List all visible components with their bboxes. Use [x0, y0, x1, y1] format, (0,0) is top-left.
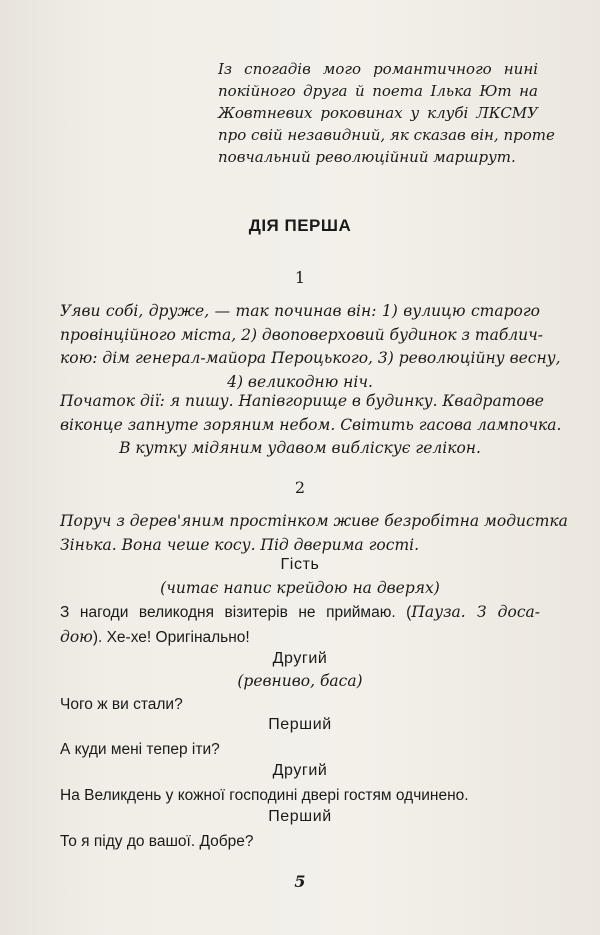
- speech-second: Чого ж ви стали?: [60, 696, 183, 713]
- speech-first: А куди мені тепер іти?: [60, 741, 220, 758]
- speaker-second: Другий: [272, 762, 328, 779]
- scene1-paragraph-2: [60, 390, 562, 461]
- prose-line: кою: дім генерал-майора Пероцького, 3) революційну весну,: [60, 349, 561, 367]
- prose-line: 4) великодню ніч.: [227, 372, 373, 391]
- epigraph-line: Із спогадів мого романтичного нині: [218, 60, 538, 78]
- speech-direction: Пауза. З доса-: [411, 603, 540, 621]
- prose-line: віконце запнуте зоряним небом. Світить гасова лампочка.: [60, 415, 562, 434]
- act-title: ДІЯ ПЕРША: [248, 216, 352, 235]
- speech-line: [60, 625, 540, 650]
- stage-direction: (читає напис крейдою на дверях): [160, 579, 440, 597]
- speech-text: ). Хе-хе! Оригінально!: [92, 629, 250, 646]
- scene-number-2: 2: [294, 478, 306, 497]
- scene-number-1: 1: [294, 268, 306, 287]
- page-number: 5: [294, 872, 306, 891]
- scene2-paragraph: [60, 510, 568, 557]
- epigraph-line: покійного друга й поета Ілька Ют на: [218, 82, 538, 100]
- speech-guest: [60, 600, 540, 650]
- speech-first: То я піду до вашої. Добре?: [60, 833, 254, 850]
- speech-second: На Великдень у кожної господині двері гостям одчинено.: [60, 787, 469, 804]
- epigraph-line: повчальний революційний маршрут.: [218, 148, 516, 166]
- speech-text: З нагоди великодня візитерів не приймаю. (: [60, 604, 412, 621]
- prose-line: Уяви собі, друже, — так починав він: 1) вулицю старого: [60, 302, 540, 320]
- prose-line: В кутку мідяним удавом вибліскує гелікон.: [119, 439, 481, 457]
- epigraph: [218, 58, 555, 168]
- speech-direction: дою: [60, 628, 93, 646]
- speech-line: [60, 600, 540, 625]
- speaker-first: Перший: [268, 808, 332, 825]
- scene1-paragraph-1: [60, 300, 561, 394]
- prose-line: Зінька. Вона чеше косу. Під дверима гості.: [60, 535, 420, 554]
- speaker-guest: Гість: [280, 556, 320, 573]
- prose-line: Початок дії: я пишу. Напівгорище в будинку. Квадратове: [60, 392, 544, 410]
- speaker-first: Перший: [268, 716, 332, 733]
- prose-line: провінційного міста, 2) двоповерховий будинок з таблич-: [60, 325, 544, 344]
- epigraph-line: Жовтневих роковинах у клубі ЛКСМУ: [218, 104, 538, 122]
- speaker-second: Другий: [272, 650, 328, 667]
- stage-direction: (ревниво, баса): [237, 672, 363, 690]
- epigraph-line: про свій незавидний, як сказав він, проте: [218, 126, 555, 144]
- prose-line: Поруч з дерев'яним простінком живе безробітна модистка: [60, 512, 568, 530]
